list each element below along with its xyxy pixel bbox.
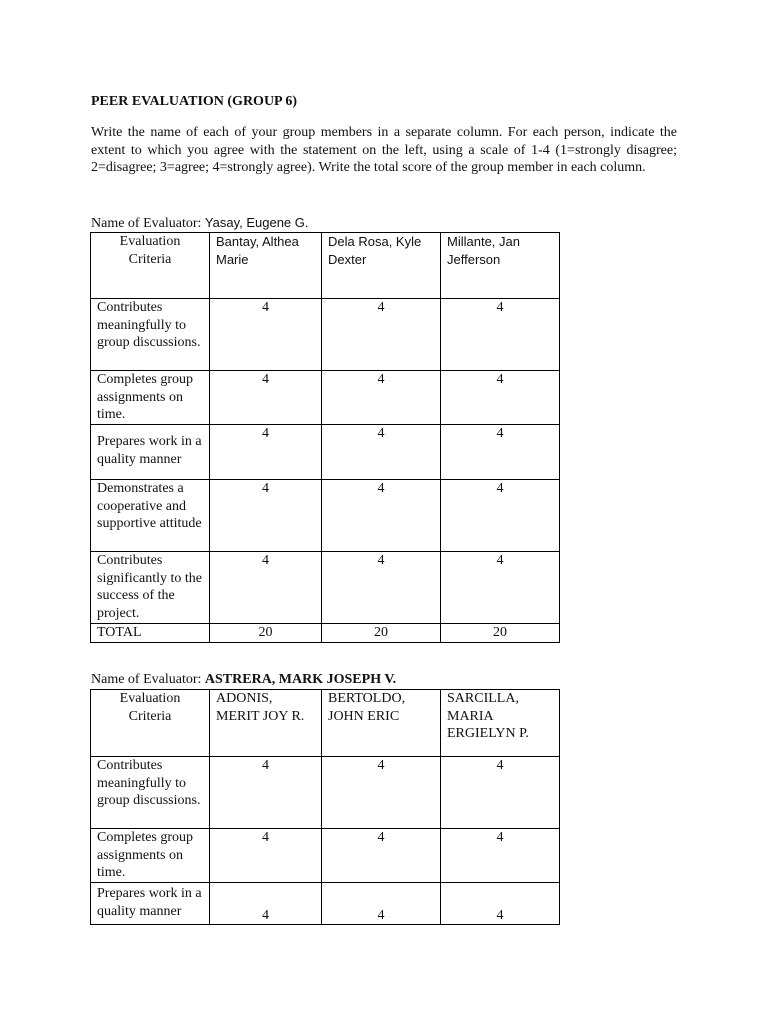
criterion-cell: Demonstrates a cooperative and supportive attitude (91, 480, 210, 552)
member-name: Bantay, Althea Marie (210, 233, 322, 299)
evaluator-line-1 (91, 215, 309, 232)
score-cell: 4 (322, 299, 441, 371)
score-cell: 4 (210, 883, 322, 925)
table-row (91, 299, 560, 371)
member-name: ADONIS, MERIT JOY R. (210, 690, 322, 757)
score-cell: 4 (210, 829, 322, 883)
criterion-cell: Contributes significantly to the success of the project. (91, 552, 210, 624)
score-cell: 4 (322, 425, 441, 480)
evaluator-name: Yasay, Eugene G. (204, 215, 309, 230)
score-cell: 4 (441, 829, 560, 883)
score-cell: 4 (210, 552, 322, 624)
evaluation-table-1 (90, 232, 560, 643)
document-title: PEER EVALUATION (GROUP 6) (91, 94, 298, 109)
table-row (91, 371, 560, 425)
table-row (91, 883, 560, 925)
criterion-cell: Completes group assignments on time. (91, 371, 210, 425)
member-name: Millante, Jan Jefferson (441, 233, 560, 299)
score-cell: 4 (322, 829, 441, 883)
table-row (91, 552, 560, 624)
criteria-header: Evaluation Criteria (91, 233, 210, 299)
score-cell: 4 (210, 757, 322, 829)
evaluator-label: Name of Evaluator: (91, 672, 205, 687)
criterion-cell: Completes group assignments on time. (91, 829, 210, 883)
evaluator-line-2 (91, 672, 396, 688)
criterion-cell: Prepares work in a quality manner (91, 883, 210, 925)
evaluation-table-2 (90, 689, 560, 925)
table-header-row (91, 233, 560, 299)
score-cell: 4 (441, 757, 560, 829)
score-cell: 4 (210, 299, 322, 371)
score-cell: 4 (441, 299, 560, 371)
member-name: BERTOLDO, JOHN ERIC (322, 690, 441, 757)
table-row (91, 757, 560, 829)
score-cell: 4 (322, 757, 441, 829)
instructions-paragraph: Write the name of each of your group members in a separate column. For each person, indicate the extent to which you agree with the statement on the left, using a scale of 1-4 (1=strongly disagree; 2=disagree; 3=agree; 4=strongly agree). Write the total score of the group member in each column. (91, 125, 677, 175)
table-header-row (91, 690, 560, 757)
member-name: Dela Rosa, Kyle Dexter (322, 233, 441, 299)
score-cell: 4 (441, 371, 560, 425)
score-cell: 4 (210, 371, 322, 425)
score-cell: 4 (441, 883, 560, 925)
score-cell: 4 (322, 552, 441, 624)
evaluator-name: ASTRERA, MARK JOSEPH V. (204, 672, 397, 687)
table-row (91, 829, 560, 883)
evaluator-label: Name of Evaluator: (91, 216, 205, 231)
score-cell: 4 (322, 480, 441, 552)
score-cell: 4 (322, 371, 441, 425)
criterion-cell: Contributes meaningfully to group discussions. (91, 299, 210, 371)
total-score: 20 (441, 624, 560, 643)
table-row (91, 480, 560, 552)
score-cell: 4 (441, 425, 560, 480)
score-cell: 4 (441, 480, 560, 552)
score-cell: 4 (322, 883, 441, 925)
criterion-cell: Prepares work in a quality manner (91, 425, 210, 480)
score-cell: 4 (210, 425, 322, 480)
score-cell: 4 (441, 552, 560, 624)
total-score: 20 (322, 624, 441, 643)
member-name: SARCILLA, MARIA ERGIELYN P. (441, 690, 560, 757)
criterion-cell: Contributes meaningfully to group discussions. (91, 757, 210, 829)
total-score: 20 (210, 624, 322, 643)
table-row (91, 425, 560, 480)
score-cell: 4 (210, 480, 322, 552)
criteria-header: Evaluation Criteria (91, 690, 210, 757)
total-label: TOTAL (91, 624, 210, 643)
total-row (91, 624, 560, 643)
